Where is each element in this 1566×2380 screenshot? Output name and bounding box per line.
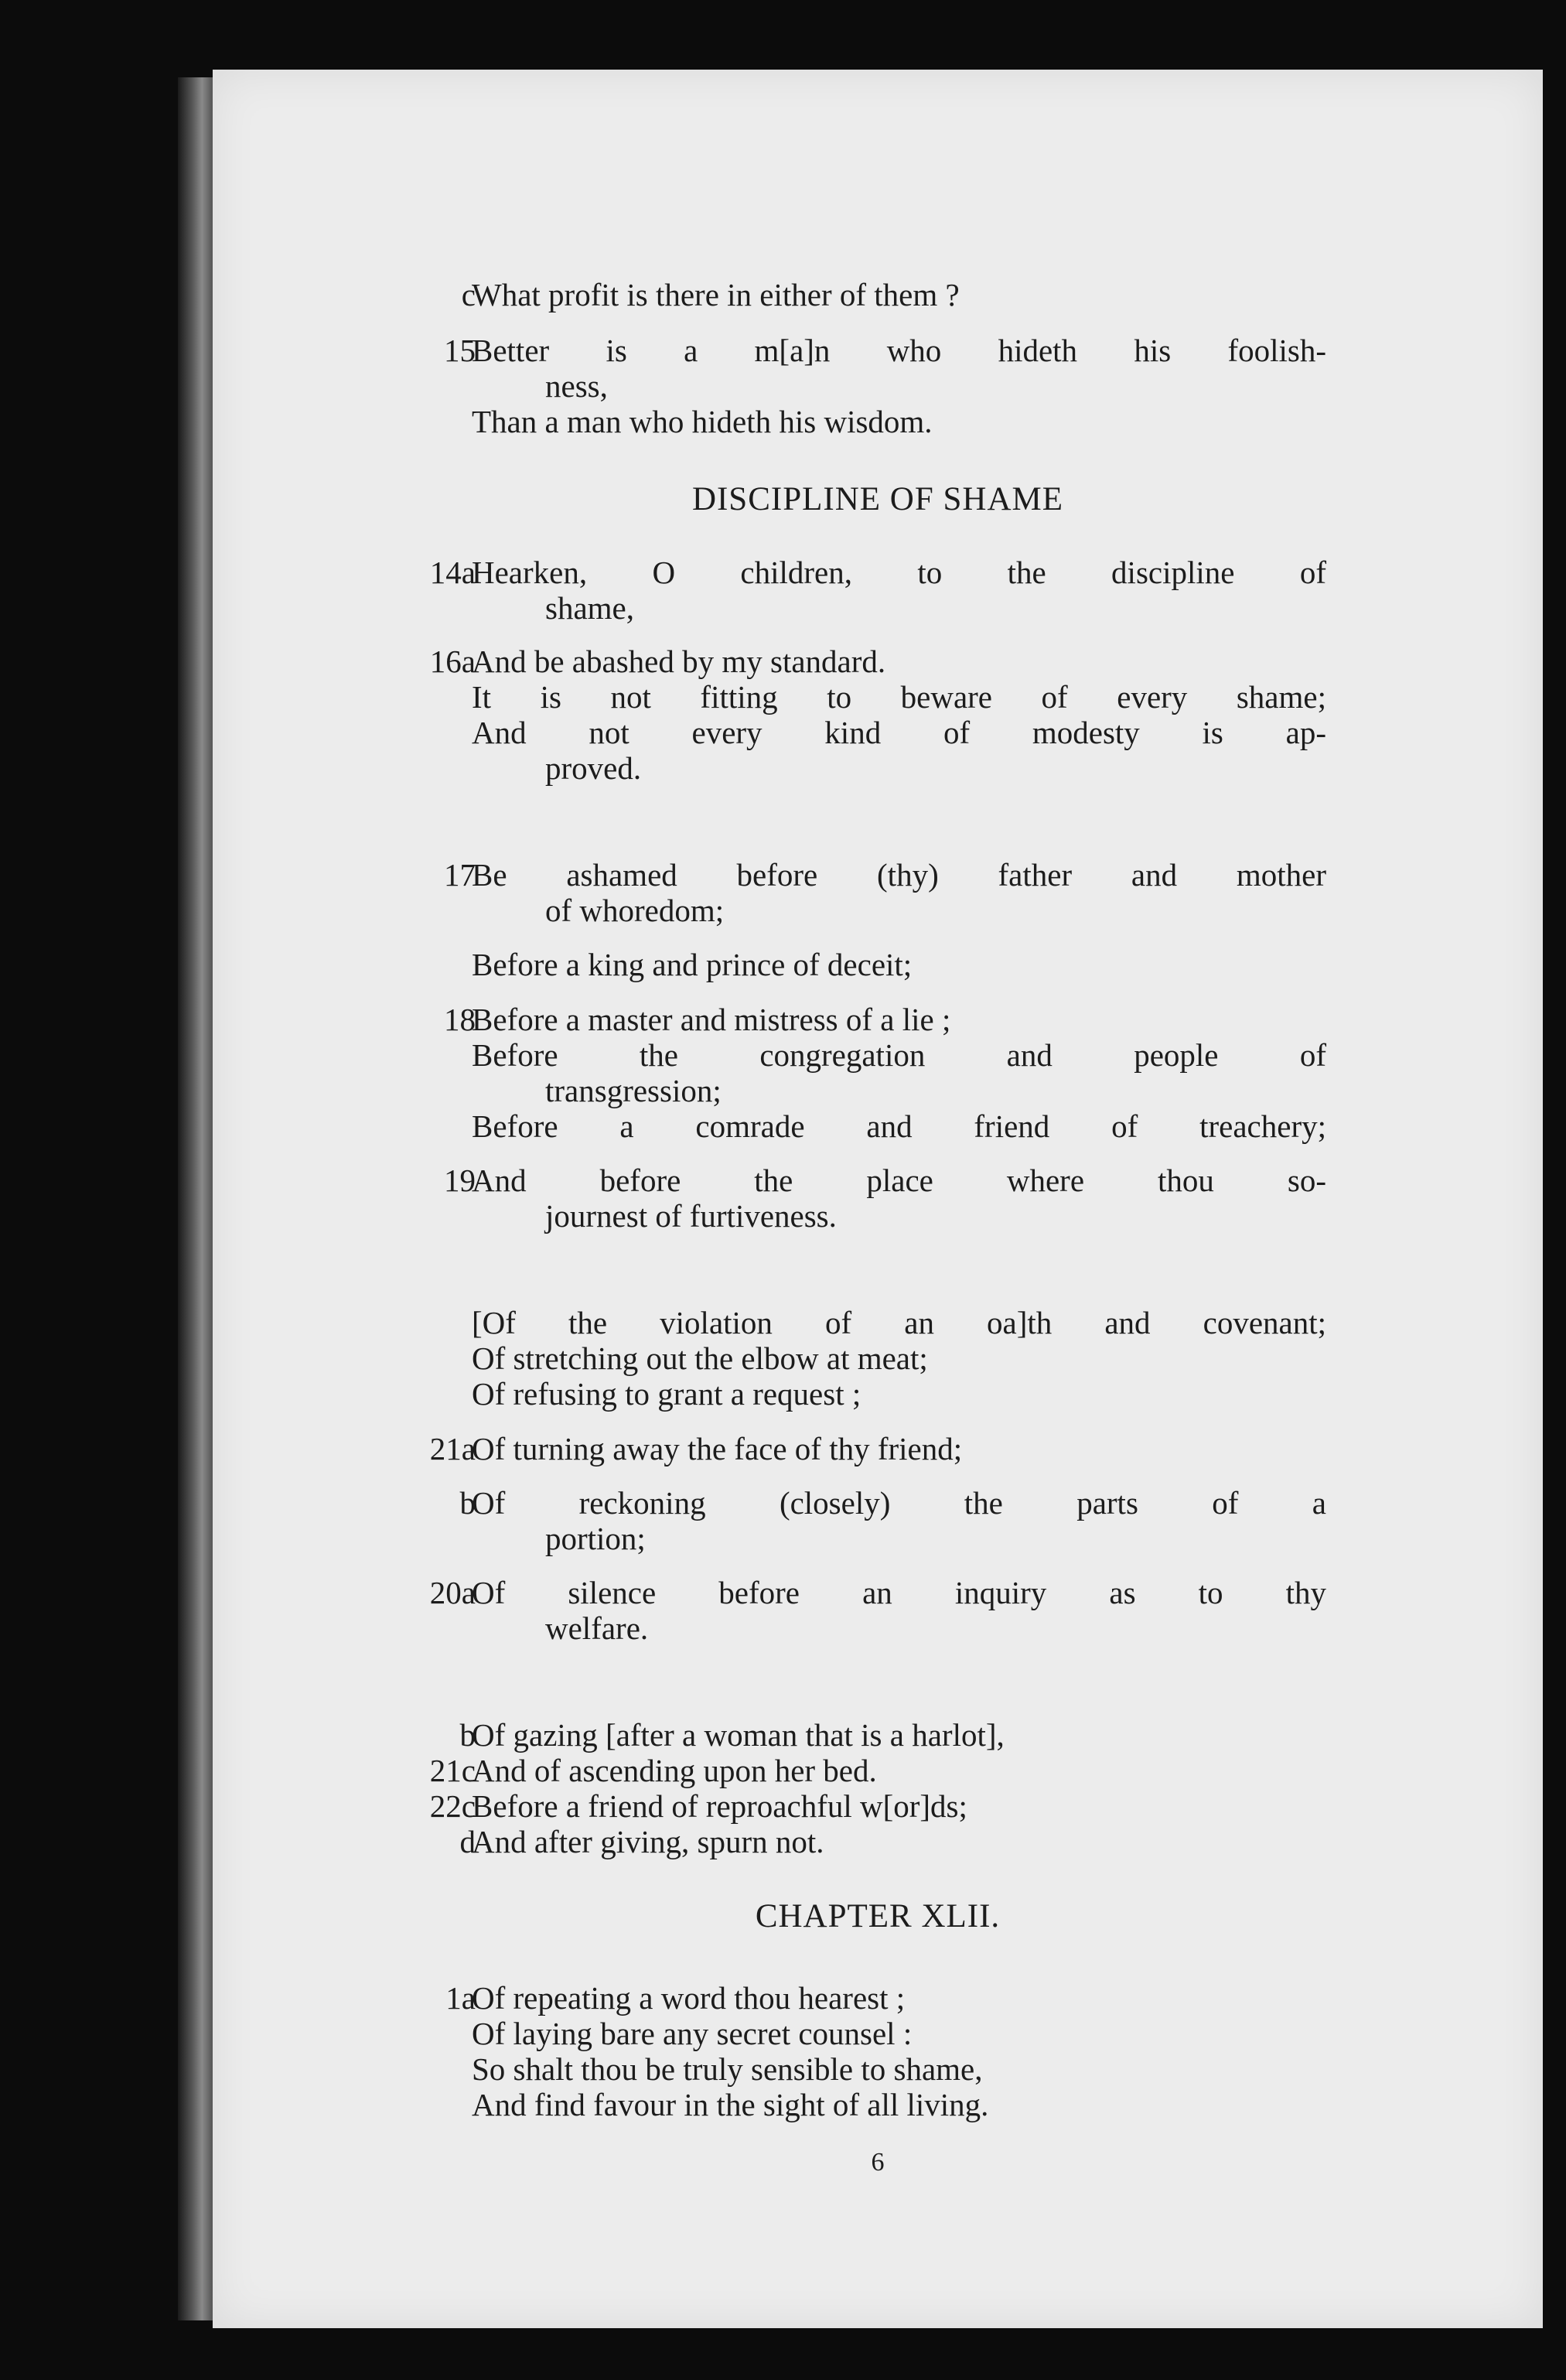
verse-number: 18 [444,1002,476,1037]
verse-number: c [461,277,476,312]
section-heading: DISCIPLINE OF SHAME [691,481,1064,517]
page-text [213,70,1543,2328]
verse-text: Of refusing to grant a request ; [472,1376,861,1412]
verse-text: shame, [545,590,634,626]
verse-text: Before a comrade and friend of treachery; [472,1108,1326,1144]
verse-text: Than a man who hideth his wisdom. [472,404,933,439]
verse-text: Better is a m[a]n who hideth his foolish- [472,333,1326,368]
verse-text: proved. [545,750,642,786]
verse-text: Of turning away the face of thy friend; [472,1431,963,1467]
verse-text: Before the congregation and people of [472,1037,1326,1073]
chapter-heading: CHAPTER XLII. [755,1898,1001,1934]
verse-text: Of repeating a word thou hearest ; [472,1980,906,2016]
verse-text: What profit is there in either of them ? [472,277,960,312]
verse-text: ness, [545,368,608,404]
verse-number: 20a [429,1575,476,1610]
page-number: 6 [871,2148,885,2177]
verse-text: And not every kind of modesty is ap- [472,715,1326,750]
verse-text: journest of furtiveness. [545,1198,837,1234]
verse-number: 16a [429,644,476,679]
verse-text: [Of the violation of an oa]th and covenant; [472,1305,1326,1340]
verse-text: Before a master and mistress of a lie ; [472,1002,951,1037]
verse-number: 15 [444,333,476,368]
verse-number: 21a [429,1431,476,1467]
book-page [213,70,1543,2328]
verse-text: And after giving, spurn not. [472,1824,824,1859]
verse-text: Of reckoning (closely) the parts of a [472,1485,1326,1521]
verse-text: Of stretching out the elbow at meat; [472,1340,928,1376]
verse-number: b [459,1717,476,1753]
verse-text: Before a friend of reproachful w[or]ds; [472,1788,967,1824]
verse-text: And be abashed by my standard. [472,644,886,679]
verse-number: 19 [444,1163,476,1198]
verse-text: And of ascending upon her bed. [472,1753,877,1788]
verse-text: So shalt thou be truly sensible to shame, [472,2051,983,2087]
verse-text: Before a king and prince of deceit; [472,947,913,982]
verse-text: And find favour in the sight of all living. [472,2087,989,2122]
verse-number: b [459,1485,476,1521]
verse-text: It is not fitting to beware of every shame; [472,679,1326,715]
verse-number: 17 [444,857,476,893]
verse-number: 14a [429,555,476,590]
verse-text: Of silence before an inquiry as to thy [472,1575,1326,1610]
verse-text: Be ashamed before (thy) father and mother [472,857,1326,893]
verse-number: 22c [429,1788,476,1824]
verse-text: Of laying bare any secret counsel : [472,2016,913,2051]
verse-text: Hearken, O children, to the discipline of [472,555,1326,590]
verse-text: transgression; [545,1073,722,1108]
verse-text: of whoredom; [545,893,725,928]
verse-number: d [459,1824,476,1859]
verse-number: 21c [429,1753,476,1788]
verse-text: And before the place where thou so- [472,1163,1326,1198]
verse-text: welfare. [545,1610,649,1646]
verse-text: portion; [545,1521,646,1556]
verse-number: 1a [445,1980,476,2016]
verse-text: Of gazing [after a woman that is a harlot], [472,1717,1005,1753]
